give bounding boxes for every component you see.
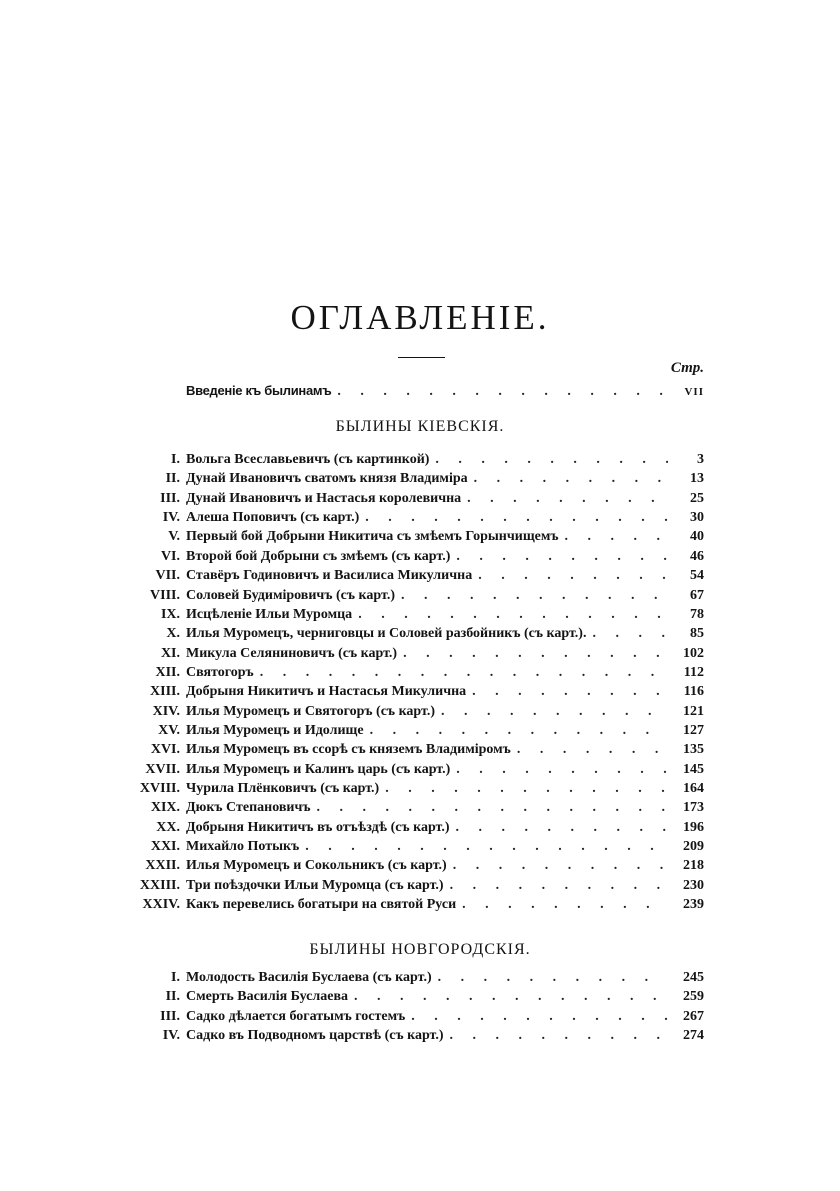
toc-leader-dots — [468, 471, 668, 487]
toc-entry-title: Вольга Всеславьевичъ (съ картинкой) — [186, 452, 430, 467]
toc-entry-number: XXI. — [150, 839, 180, 854]
toc-entry[interactable] — [135, 665, 704, 685]
toc-entry[interactable] — [135, 1028, 704, 1048]
toc-entry-title: Дунай Ивановичъ сватомъ князя Владиміра — [186, 471, 468, 487]
toc-leader-dots — [311, 800, 668, 816]
toc-entry[interactable] — [135, 491, 704, 511]
toc-entry[interactable] — [135, 510, 704, 530]
toc-entry-number: XX. — [156, 819, 180, 835]
toc-entry-number: XXIII. — [139, 877, 180, 893]
toc-entry[interactable] — [135, 684, 704, 704]
toc-entry-title: Добрыня Никитичъ и Настасья Микулична — [186, 684, 467, 700]
toc-entry[interactable] — [135, 549, 704, 569]
toc-entry-number: XIX. — [150, 800, 180, 816]
toc-entry-number: XXII. — [145, 858, 180, 874]
toc-leader-dots — [379, 781, 668, 797]
toc-entry-title: Три поѣздочки Ильи Муромца (съ карт.) — [186, 877, 444, 893]
toc-entry[interactable] — [135, 607, 704, 627]
toc-entry-page: 78 — [690, 606, 704, 622]
toc-entry-number: II. — [165, 989, 180, 1005]
toc-entry-title: Чурила Плёнковичъ (съ карт.) — [186, 781, 380, 796]
toc-entry-title: Введеніе къ былинамъ — [186, 383, 332, 398]
toc-entry[interactable] — [135, 762, 704, 782]
page-title: ОГЛАВЛЕНІЕ. — [290, 298, 550, 337]
toc-entry[interactable] — [135, 529, 704, 549]
toc-leader-dots — [405, 1009, 668, 1025]
toc-entry-title: Святогоръ — [186, 664, 254, 680]
toc-entry-title: Илья Муромецъ и Калинъ царь (съ карт.) — [186, 761, 451, 777]
toc-leader-dots — [472, 568, 668, 584]
toc-entry-page: 196 — [683, 819, 704, 835]
toc-entry-title: Соловей Будиміровичъ (съ карт.) — [186, 587, 395, 603]
toc-entry-page: 274 — [683, 1028, 704, 1043]
toc-leader-dots — [254, 665, 668, 681]
toc-entry[interactable] — [135, 723, 704, 743]
toc-entry[interactable] — [135, 742, 704, 762]
toc-leader-dots — [461, 491, 668, 507]
toc-entry-number: VII. — [155, 568, 180, 584]
toc-leader-dots — [444, 1028, 668, 1044]
toc-leader-dots — [348, 989, 668, 1005]
toc-entry-title: Илья Муромецъ и Святогоръ (съ карт.) — [186, 703, 436, 719]
toc-entry-page: VII — [684, 386, 704, 398]
toc-entry-number: XVII. — [145, 761, 180, 777]
toc-entry-number: IV. — [162, 1028, 180, 1043]
toc-leader-dots — [435, 704, 668, 720]
toc-entry-page: 25 — [690, 490, 704, 506]
toc-entry-number: IX. — [160, 606, 180, 622]
toc-entry-page: 13 — [690, 471, 704, 487]
toc-entry[interactable] — [135, 800, 704, 820]
toc-entry[interactable] — [135, 839, 704, 859]
toc-entry-number: III. — [160, 490, 180, 506]
section-heading: БЫЛИНЫ КІЕВСКІЯ. — [335, 418, 505, 435]
toc-leader-dots — [359, 510, 668, 526]
toc-entry-page: 116 — [683, 684, 704, 700]
toc-entry-title: Алеша Поповичъ (съ карт.) — [186, 510, 360, 526]
toc-entry[interactable] — [135, 989, 704, 1009]
toc-entry-number: XVI. — [150, 742, 180, 758]
toc-entry-number: XVIII. — [139, 781, 180, 796]
toc-entry-number: XI. — [160, 645, 180, 661]
toc-leader-dots — [586, 626, 668, 642]
toc-entry-page: 85 — [690, 626, 704, 642]
toc-entry-title: Ставёръ Годиновичъ и Василиса Микулична — [186, 568, 473, 584]
toc-leader-dots — [466, 684, 668, 700]
toc-entry-number: III. — [160, 1008, 180, 1024]
toc-entry-number: I. — [171, 452, 180, 467]
toc-leader-dots — [444, 878, 668, 894]
toc-entry[interactable] — [135, 704, 704, 724]
toc-entry-page: 102 — [683, 645, 704, 661]
toc-entry[interactable] — [135, 897, 704, 917]
toc-entry-number: VI. — [160, 548, 180, 564]
toc-entry-page: 230 — [683, 877, 704, 893]
toc-leader-dots — [352, 607, 668, 623]
toc-entry-page: 164 — [683, 781, 704, 796]
toc-entry-number: II. — [165, 471, 180, 487]
toc-entry-title: Садко въ Подводномъ царствѣ (съ карт.) — [186, 1028, 444, 1043]
toc-leader-dots — [447, 858, 668, 874]
toc-leader-dots — [511, 742, 668, 758]
toc-entry-title: Первый бой Добрыни Никитича съ змѣемъ Горынчищемъ — [186, 529, 559, 545]
toc-entry-number: IV. — [162, 510, 180, 526]
toc-entry-number: XIV. — [152, 703, 180, 719]
toc-entry-page: 135 — [683, 742, 704, 758]
toc-leader-dots — [364, 723, 668, 739]
toc-entry-page: 121 — [683, 703, 704, 719]
toc-leader-dots — [450, 762, 668, 778]
toc-entry[interactable] — [135, 471, 704, 491]
toc-entry-number: XII. — [155, 664, 180, 680]
toc-leader-dots — [450, 549, 668, 565]
toc-leader-dots — [432, 970, 668, 986]
toc-entry-number: XV. — [158, 722, 180, 738]
toc-entry-page: 173 — [683, 800, 704, 816]
page-column-label: Стр. — [670, 360, 704, 376]
toc-entry-title: Илья Муромецъ и Сокольникъ (съ карт.) — [186, 858, 447, 874]
section-heading: БЫЛИНЫ НОВГОРОДСКІЯ. — [309, 941, 531, 958]
toc-entry-page: 3 — [697, 452, 704, 467]
toc-leader-dots — [559, 529, 668, 545]
toc-entry[interactable] — [135, 878, 704, 898]
toc-entry-title: Дунай Ивановичъ и Настасья королевична — [186, 490, 462, 506]
toc-entry-page: 127 — [683, 722, 704, 738]
toc-entry-title: Микула Селяниновичъ (съ карт.) — [186, 645, 398, 661]
title-rule — [398, 357, 445, 358]
toc-entry-page: 46 — [690, 548, 704, 564]
toc-leader-dots — [395, 588, 668, 604]
toc-entry-page: 259 — [683, 989, 704, 1005]
toc-entry-title: Илья Муромецъ и Идолище — [186, 722, 364, 738]
toc-leader-dots — [450, 820, 668, 836]
toc-entry-title: Смерть Василія Буслаева — [186, 989, 348, 1005]
toc-entry-page: 267 — [683, 1008, 704, 1024]
toc-entry-number: XIII. — [150, 684, 180, 700]
toc-entry-title: Садко дѣлается богатымъ гостемъ — [186, 1008, 406, 1024]
toc-entry-page: 239 — [683, 897, 704, 912]
toc-entry-page: 218 — [683, 858, 704, 874]
toc-entry[interactable] — [135, 626, 704, 646]
toc-entry-page: 67 — [690, 587, 704, 603]
toc-entry-title: Илья Муромецъ въ ссорѣ съ княземъ Владиміромъ — [186, 742, 511, 758]
toc-leader-dots — [456, 897, 668, 913]
toc-entry-title: Второй бой Добрыни съ змѣемъ (съ карт.) — [186, 548, 451, 564]
toc-entry-title: Михайло Потыкъ — [186, 839, 300, 854]
toc-leader-dots — [299, 839, 668, 855]
toc-entry[interactable] — [135, 568, 704, 588]
toc-entry-number: I. — [171, 970, 180, 985]
toc-entry[interactable] — [135, 781, 704, 801]
toc-entry-title: Илья Муромецъ, черниговцы и Соловей разбойникъ (съ карт.). — [186, 626, 587, 642]
toc-entry-page: 245 — [683, 970, 704, 985]
toc-entry-title: Добрыня Никитичъ въ отъѣздѣ (съ карт.) — [186, 819, 450, 835]
toc-entry-page: 209 — [683, 839, 704, 854]
toc-entry[interactable] — [135, 588, 704, 608]
toc-entry[interactable] — [135, 820, 704, 840]
toc-entry-page: 112 — [683, 664, 704, 680]
toc-entry-number: V. — [168, 529, 180, 545]
toc-entry-title: Исцѣленіе Ильи Муромца — [186, 606, 353, 622]
toc-entry-number: X. — [166, 626, 180, 642]
toc-entry-page: 145 — [683, 761, 704, 777]
toc-leader-dots — [331, 384, 668, 400]
toc-entry[interactable] — [135, 970, 704, 990]
toc-entry-title: Какъ перевелись богатыри на святой Руси — [186, 897, 457, 912]
toc-entry-page: 40 — [690, 529, 704, 545]
toc-entry[interactable] — [135, 452, 704, 472]
toc-entry-title: Молодость Василія Буслаева (съ карт.) — [186, 970, 432, 985]
toc-entry-page: 30 — [690, 510, 704, 526]
toc-entry[interactable] — [135, 858, 704, 878]
toc-entry-number: XXIV. — [142, 897, 180, 912]
toc-entry-number: VIII. — [150, 587, 180, 603]
toc-entry[interactable] — [135, 1009, 704, 1029]
toc-entry-intro[interactable] — [135, 383, 704, 403]
toc-entry-page: 54 — [690, 568, 704, 584]
toc-entry-title: Дюкъ Степановичъ — [186, 800, 311, 816]
toc-leader-dots — [397, 646, 668, 662]
toc-leader-dots — [429, 452, 668, 468]
toc-entry[interactable] — [135, 646, 704, 666]
